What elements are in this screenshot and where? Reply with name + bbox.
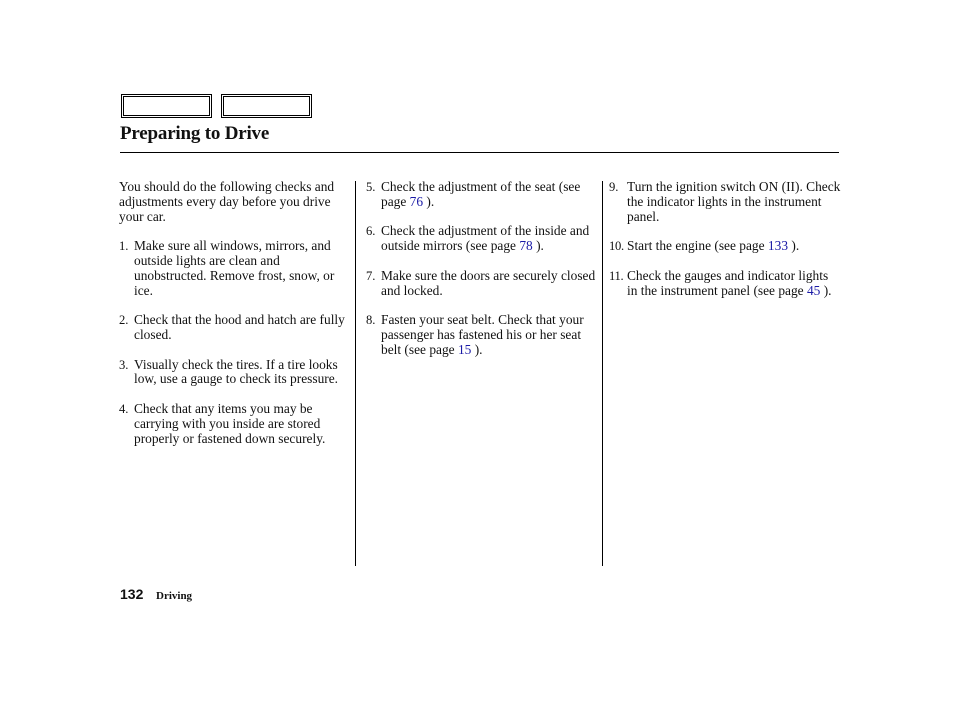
page-link-78[interactable]: 78 [519, 238, 533, 254]
item-text: Visually check the tires. If a tire looks low, use a gauge to check its pressure. [134, 356, 339, 387]
item-text [381, 180, 598, 210]
item-text: Check that the hood and hatch are fully closed. [134, 312, 345, 342]
item-text [627, 239, 841, 254]
list-item-8 [366, 313, 598, 357]
column-divider-1 [355, 181, 356, 566]
item-text-after: ). [423, 193, 435, 209]
list-item-7 [366, 269, 598, 299]
list-item-4 [119, 402, 349, 446]
page-title: Preparing to Drive [120, 123, 270, 144]
nav-box-2[interactable] [221, 94, 312, 118]
list-item-11 [609, 269, 841, 299]
list-item-10 [609, 239, 841, 254]
item-text-before: Fasten your seat belt. Check that your passenger has fastened his or her seat belt (see page [381, 312, 584, 357]
item-text: Check that any items you may be carrying with you inside are stored properly or fastened down securely. [134, 400, 326, 446]
item-number: 7. [366, 268, 376, 283]
intro-paragraph: You should do the following checks and adjustments every day before you drive your car. [119, 179, 335, 224]
nav-box-1[interactable] [121, 94, 212, 118]
list-item-1 [119, 239, 349, 298]
item-text-after: ). [788, 238, 800, 254]
item-text-before: Check the adjustment of the inside and outside mirrors (see page [381, 223, 590, 254]
item-number: 8. [366, 313, 376, 328]
item-text-after: ). [820, 282, 832, 298]
page-link-133[interactable]: 133 [767, 238, 789, 254]
item-number: 11. [609, 268, 624, 283]
item-number: 1. [119, 239, 129, 254]
column-1 [119, 180, 349, 461]
list-item-9 [609, 180, 841, 224]
item-text-before: Check the adjustment of the seat (see page [381, 179, 581, 209]
item-number: 2. [119, 313, 129, 328]
section-name: Driving [156, 590, 193, 602]
list-item-3 [119, 358, 349, 388]
item-number: 4. [119, 401, 129, 416]
column-3 [609, 180, 841, 313]
item-text [627, 269, 841, 299]
column-2 [366, 180, 598, 372]
item-number: 6. [366, 224, 376, 239]
item-number: 3. [119, 357, 129, 372]
page-link-15[interactable]: 15 [457, 341, 472, 357]
item-text [381, 224, 598, 254]
item-text [381, 313, 598, 357]
page-link-45[interactable]: 45 [806, 282, 821, 298]
list-item-6 [366, 224, 598, 254]
item-text-before: Start the engine (see page [627, 238, 768, 254]
page-link-76[interactable]: 76 [409, 193, 424, 209]
item-text: Turn the ignition switch ON (II). Check the indicator lights in the instrument panel. [627, 179, 841, 224]
list-item-2 [119, 313, 349, 343]
item-text-before: Check the gauges and indicator lights in the instrument panel (see page [627, 267, 829, 298]
item-number: 9. [609, 180, 619, 194]
item-text-after: ). [532, 238, 544, 254]
page-number: 132 [120, 586, 144, 602]
list-item-5 [366, 180, 598, 210]
item-text: Make sure all windows, mirrors, and outside lights are clean and unobstructed. Remove frost, snow, or ice. [134, 238, 335, 298]
item-text-after: ). [471, 341, 483, 357]
column-divider-2 [602, 181, 603, 566]
title-rule [120, 152, 839, 153]
item-number: 5. [366, 180, 376, 194]
item-text: Make sure the doors are securely closed and locked. [381, 267, 596, 298]
item-number: 10. [609, 239, 624, 254]
